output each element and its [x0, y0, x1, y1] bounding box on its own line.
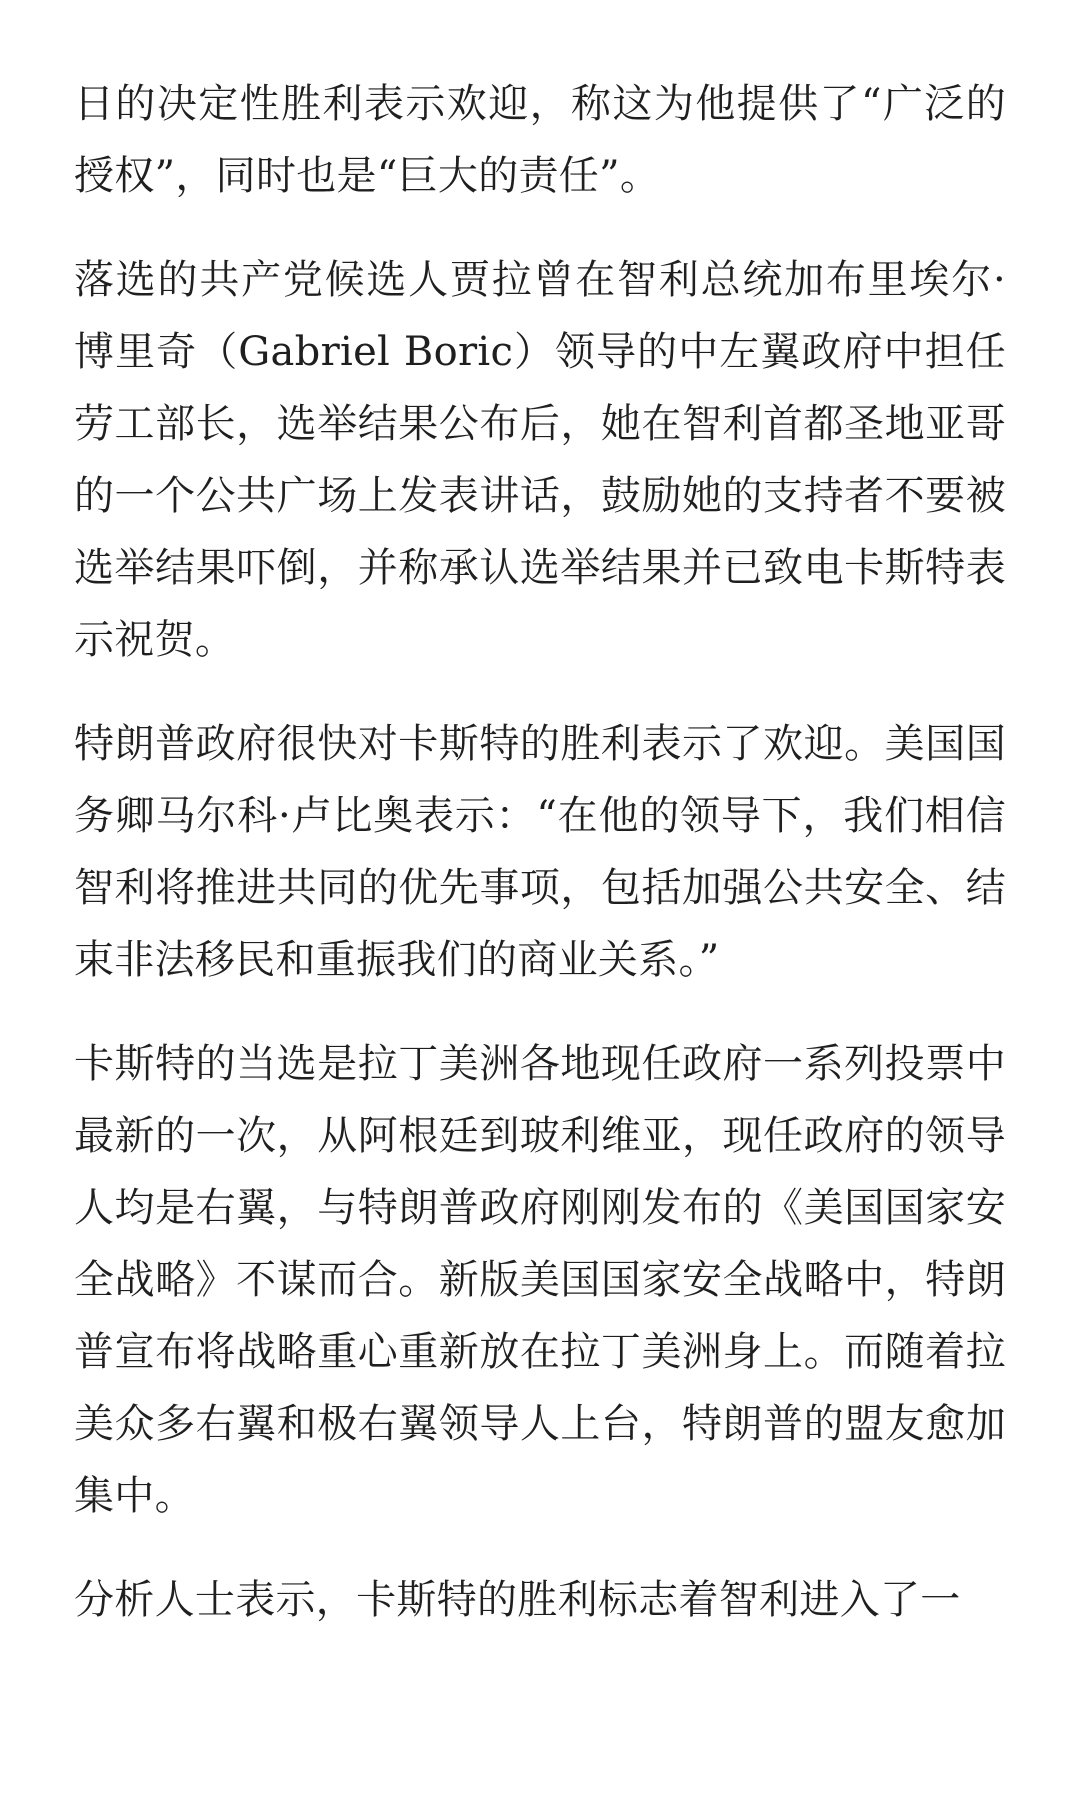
paragraph-2: 落选的共产党候选人贾拉曾在智利总统加布里埃尔·博里奇（Gabriel Boric）领导的中左翼政府中担任劳工部长，选举结果公布后，她在智利首都圣地亚哥的一个公共广场上发表讲话，鼓励她的支持者不要被选举结果吓倒，并称承认选举结果并已致电卡斯特表示祝贺。 — [74, 257, 1006, 663]
paragraph-4: 卡斯特的当选是拉丁美洲各地现任政府一系列投票中最新的一次，从阿根廷到玻利维亚，现任政府的领导人均是右翼，与特朗普政府刚刚发布的《美国国家安全战略》不谋而合。新版美国国家安全战略中，特朗普宣布将战略重心重新放在拉丁美洲身上。而随着拉美众多右翼和极右翼领导人上台，特朗普的盟友愈加集中。 — [74, 1041, 1006, 1519]
article-body — [74, 68, 1006, 1668]
paragraph-3: 特朗普政府很快对卡斯特的胜利表示了欢迎。美国国务卿马尔科·卢比奥表示：“在他的领导下，我们相信智利将推进共同的优先事项，包括加强公共安全、结束非法移民和重振我们的商业关系。” — [74, 721, 1006, 983]
paragraph-5: 分析人士表示，卡斯特的胜利标志着智利进入了一 — [74, 1577, 961, 1623]
paragraph-1: 日的决定性胜利表示欢迎，称这为他提供了“广泛的授权”，同时也是“巨大的责任”。 — [74, 81, 1006, 199]
